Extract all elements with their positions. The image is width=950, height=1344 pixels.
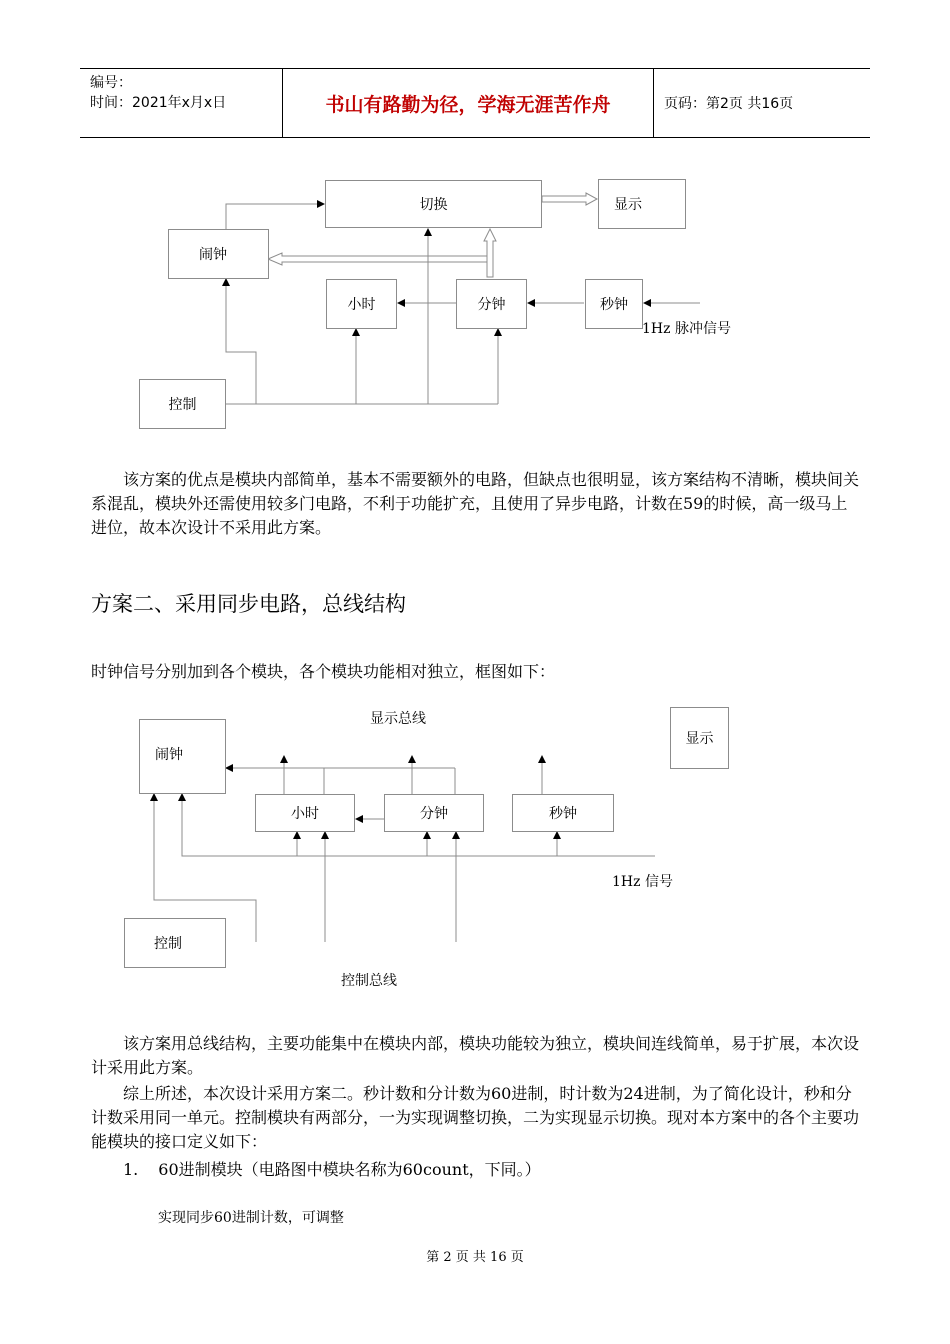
section-heading-scheme2: 方案二、采用同步电路，总线结构 [91, 592, 406, 616]
paragraph-scheme1-evaluation: 该方案的优点是模块内部简单，基本不需要额外的电路，但缺点也很明显，该方案结构不清晰，模块间关系混乱，模块外还需使用较多门电路，不利于功能扩充，且使用了异步电路，计数在59的时候，高一级马上进位，故本次设计不采用此方案。 [91, 470, 860, 537]
time-label: 时间：2021年x月x日 [90, 95, 227, 111]
second-box-2: 秒钟 [512, 794, 614, 832]
hour-box-2: 小时 [255, 794, 355, 832]
display-bus-label: 显示总线 [370, 711, 426, 727]
signal-label: 1Hz 信号 [612, 874, 673, 890]
switch-box: 切换 [325, 180, 542, 228]
alarm-box: 闹钟 [168, 229, 269, 279]
second-box: 秒钟 [585, 279, 643, 329]
control-bus-label: 控制总线 [341, 973, 397, 989]
paragraph-60count-desc: 实现同步60进制计数，可调整 [158, 1210, 344, 1226]
paragraph-scheme2-evaluation: 该方案用总线结构，主要功能集中在模块内部，模块功能较为独立，模块间连线简单，易于扩展，本次设计采用此方案。 [91, 1034, 860, 1077]
control-box: 控制 [139, 379, 226, 429]
number-label: 编号： [90, 75, 132, 91]
list-item [123, 1158, 863, 1182]
alarm-box-2: 闹钟 [139, 719, 226, 794]
minute-box-2: 分钟 [384, 794, 484, 832]
display-box: 显示 [598, 179, 686, 229]
list-item-text: 60进制模块（电路图中模块名称为60count，下同。） [158, 1160, 541, 1179]
display-box-2: 显示 [670, 707, 729, 769]
list-item-number: 1. [123, 1160, 139, 1179]
motto: 书山有路勤为径，学海无涯苦作舟 [282, 69, 654, 137]
paragraph-scheme2-intro: 时钟信号分别加到各个模块，各个模块功能相对独立，框图如下： [91, 662, 556, 681]
control-box-2: 控制 [124, 918, 226, 968]
paragraph-summary: 综上所述，本次设计采用方案二。秒计数和分计数为60进制，时计数为24进制，为了简化设计，秒和分计数采用同一单元。控制模块有两部分，一为实现调整切换，二为实现显示切换。现对本方案中的各个主要功能模块的接口定义如下： [91, 1084, 860, 1151]
page-label: 页码：第2页 共16页 [664, 96, 794, 112]
page-footer: 第 2 页 共 16 页 [426, 1250, 524, 1265]
minute-box: 分钟 [456, 279, 527, 329]
hour-box: 小时 [326, 279, 397, 329]
pulse-label: 1Hz 脉冲信号 [642, 321, 731, 337]
